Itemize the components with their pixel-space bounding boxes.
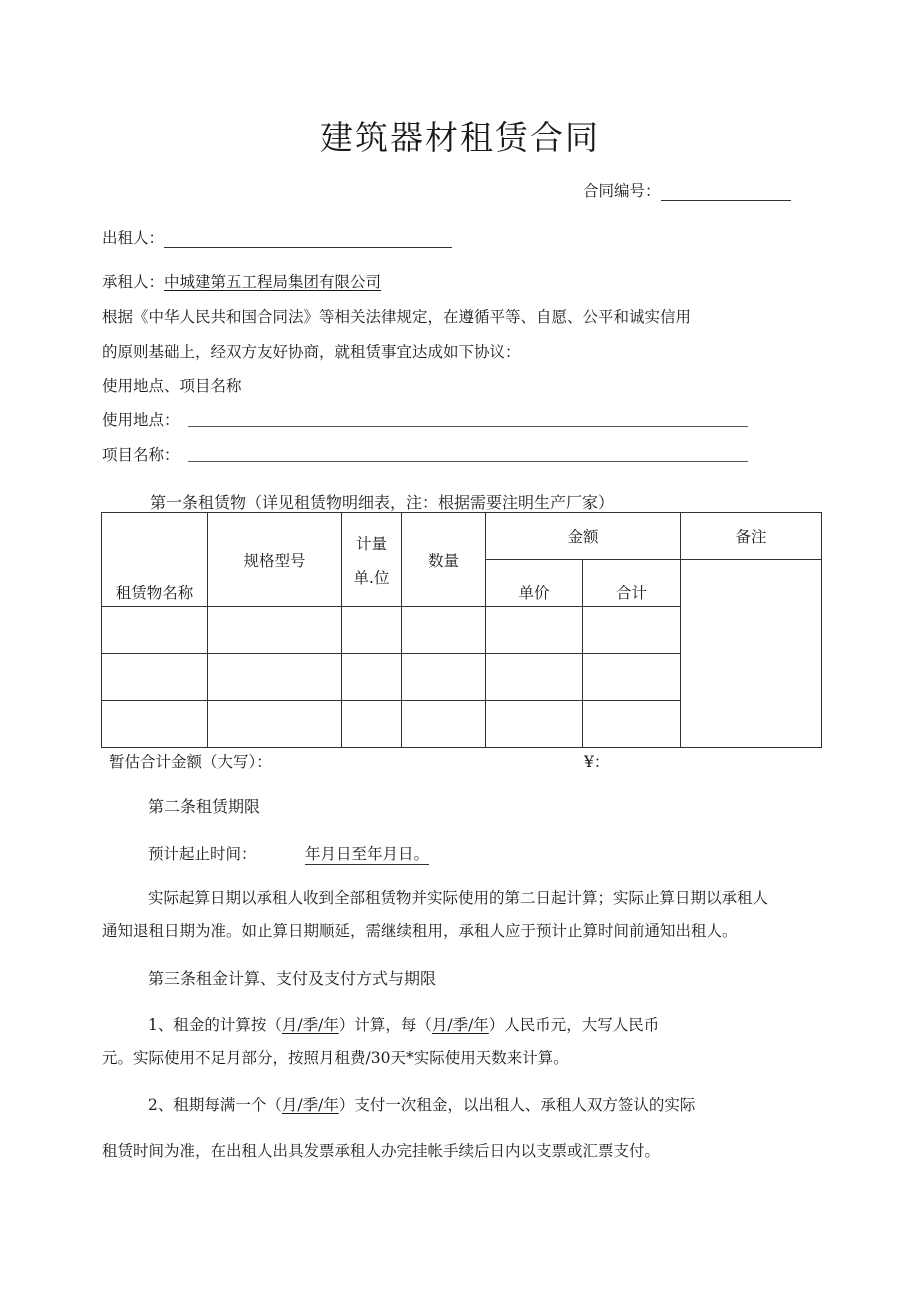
header-unit — [342, 513, 402, 607]
lessee-name: 中城建第五工程局集团有限公司 — [164, 273, 382, 291]
header-total: 合计 — [583, 560, 681, 607]
period-value-text: 年月日至年月日。 — [305, 842, 429, 865]
rental-items-table — [101, 512, 822, 748]
table-cell — [402, 607, 486, 654]
clause1-option-2: 月/季/年 — [431, 1016, 489, 1034]
table-cell — [208, 654, 342, 701]
remark-cell — [681, 560, 822, 748]
article3-heading: 第三条租金计算、支付及支付方式与期限 — [148, 969, 437, 988]
clause1-line-2: 元。实际使用不足月部分，按照月租费/30天*实际使用天数来计算。 — [102, 1049, 569, 1067]
header-quantity: 数量 — [402, 513, 486, 607]
estimate-label: 暂估合计金额（大写）： — [109, 753, 272, 771]
clause2-pre: 2、租期每满一个（ — [148, 1096, 282, 1114]
article2-line-1: 实际起算日期以承租人收到全部租赁物并实际使用的第二日起计算；实际止算日期以承租人 — [148, 889, 769, 907]
contract-number-label: 合同编号： — [583, 182, 661, 200]
lessor-row — [102, 226, 452, 248]
clause1-mid: ）计算，每（ — [338, 1016, 432, 1034]
table-cell — [102, 607, 208, 654]
table-cell — [486, 654, 583, 701]
clause1-line-1 — [148, 1013, 659, 1035]
clause2-option: 月/季/年 — [281, 1096, 339, 1114]
clause2-post: ）支付一次租金，以出租人、承租人双方签认的实际 — [338, 1096, 696, 1114]
table-cell — [486, 607, 583, 654]
clause2-line-2: 租赁时间为准，在出租人出具发票承租人办完挂帐手续后日内以支票或汇票支付。 — [102, 1142, 661, 1160]
document-title: 建筑器材租赁合同 — [320, 118, 600, 157]
article1-heading: 第一条租赁物（详见租赁物明细表，注：根据需要注明生产厂家） — [150, 493, 615, 512]
contract-number — [583, 179, 791, 201]
clause2-line-1 — [148, 1093, 695, 1115]
table-cell — [208, 701, 342, 748]
period-label: 预计起止时间： — [148, 845, 257, 863]
header-remark: 备注 — [681, 513, 822, 560]
location-label: 使用地点： — [102, 411, 180, 429]
article2-heading: 第二条租赁期限 — [148, 797, 261, 816]
lessee-row — [102, 270, 381, 292]
table-cell — [583, 654, 681, 701]
table-cell — [342, 654, 402, 701]
table-cell — [486, 701, 583, 748]
header-unit-price: 单价 — [486, 560, 583, 607]
table-cell — [102, 654, 208, 701]
table-cell — [342, 701, 402, 748]
table-cell — [402, 701, 486, 748]
table-cell — [342, 607, 402, 654]
location-heading: 使用地点、项目名称 — [102, 377, 242, 395]
intro-line-1: 根据《中华人民共和国合同法》等相关法律规定，在遵循平等、自愿、公平和诚实信用 — [102, 308, 692, 326]
header-amount: 金额 — [486, 513, 681, 560]
clause1-pre: 1、租金的计算按（ — [148, 1016, 282, 1034]
table-cell — [102, 701, 208, 748]
clause1-post: ）人民币元，大写人民币 — [488, 1016, 660, 1034]
header-unit-line1: 计量 — [355, 534, 387, 553]
header-spec: 规格型号 — [208, 513, 342, 607]
lessor-label: 出租人： — [102, 229, 165, 247]
intro-line-2: 的原则基础上，经双方友好协商，就租赁事宜达成如下协议： — [102, 343, 521, 361]
article2-line-2: 通知退租日期为准。如止算日期顺延，需继续租用，承租人应于预计止算时间前通知出租人。 — [102, 922, 738, 940]
table-cell — [583, 701, 681, 748]
period-value — [305, 842, 429, 865]
header-item-name: 租赁物名称 — [102, 513, 208, 607]
contract-number-blank — [661, 182, 791, 201]
lessor-blank — [164, 229, 452, 248]
table-cell — [583, 607, 681, 654]
project-label: 项目名称： — [102, 446, 180, 464]
header-unit-line2: 单.位 — [353, 568, 390, 587]
table-cell — [402, 654, 486, 701]
table-cell — [208, 607, 342, 654]
yen-label: ¥： — [584, 753, 610, 771]
lessee-label: 承租人： — [102, 273, 165, 291]
location-blank — [188, 426, 748, 427]
clause1-option-1: 月/季/年 — [281, 1016, 339, 1034]
project-blank — [188, 461, 748, 462]
